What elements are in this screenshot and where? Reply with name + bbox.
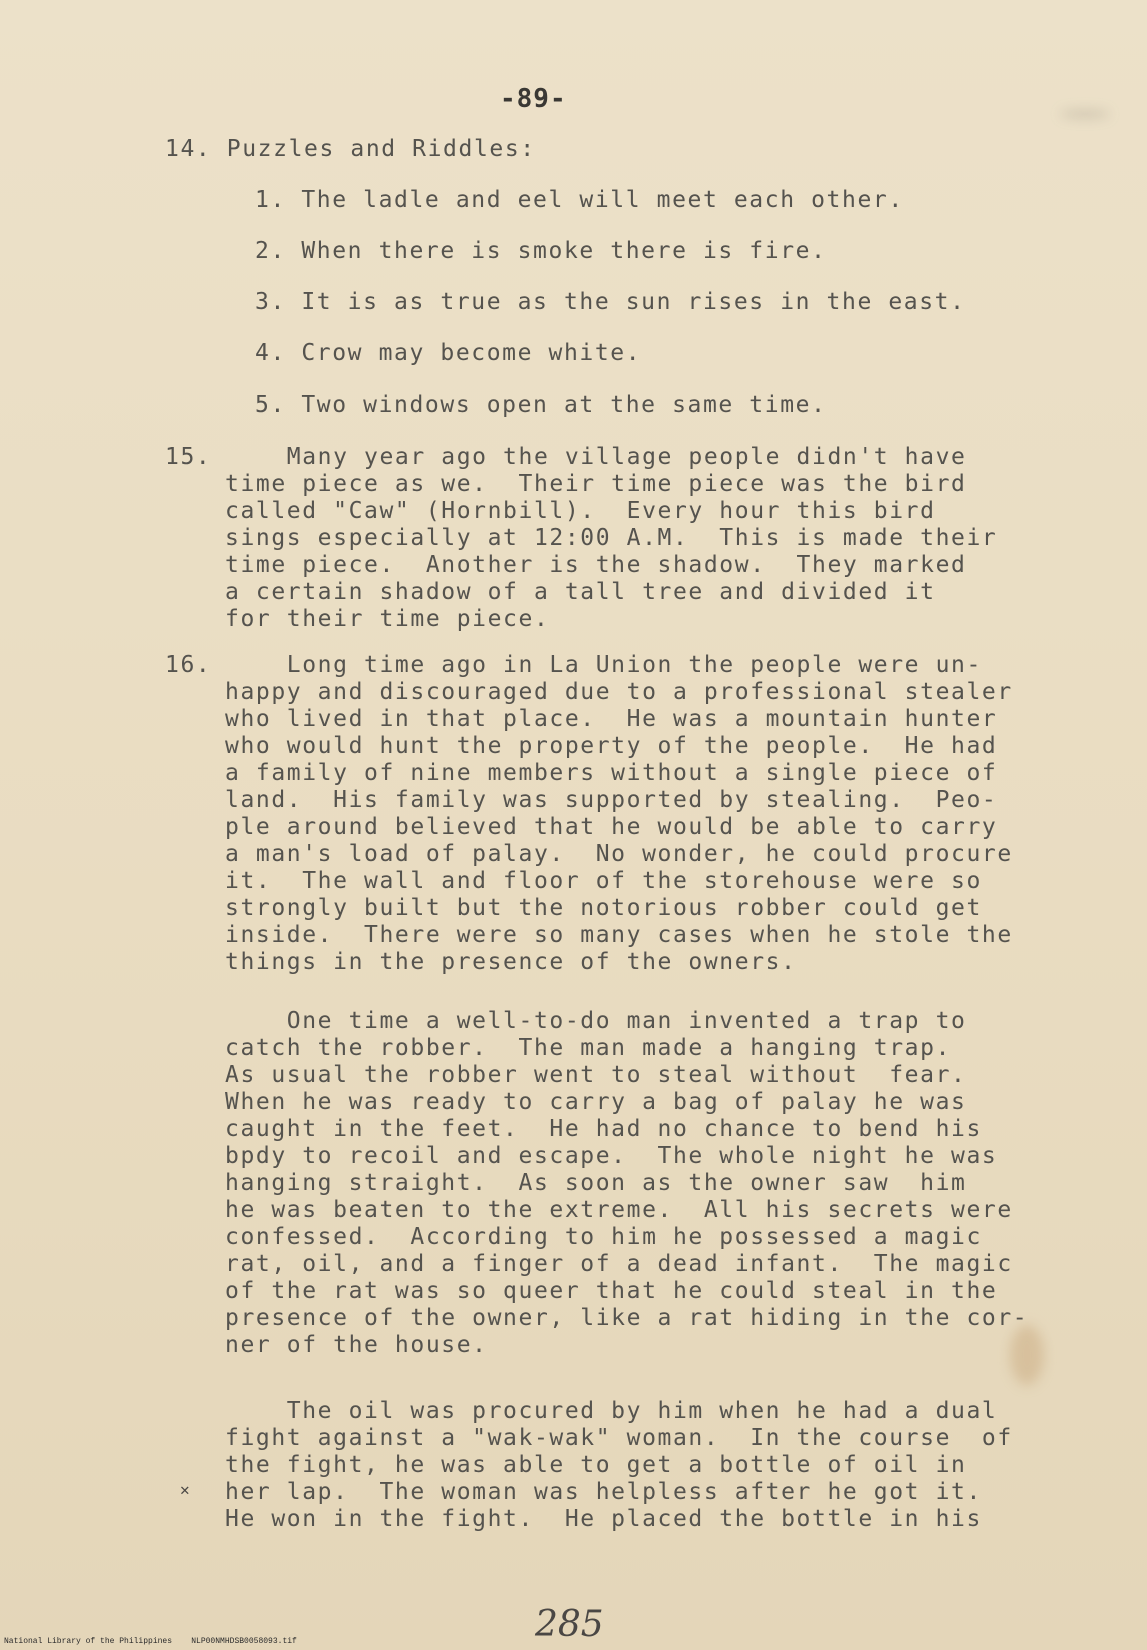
text-line: a certain shadow of a tall tree and divided it	[225, 579, 936, 605]
page-number: -89-	[500, 84, 567, 114]
text-line: presence of the owner, like a rat hiding in the cor-	[225, 1305, 1029, 1331]
text-line: caught in the feet. He had no chance to bend his	[225, 1116, 982, 1142]
section-16-paragraph-3	[225, 1398, 1045, 1533]
text-line: confessed. According to him he possessed a magic	[225, 1224, 982, 1250]
text-line: the fight, he was able to get a bottle of oil in	[225, 1452, 967, 1478]
section-16-number: 16.	[165, 652, 212, 678]
text-line: ner of the house.	[225, 1332, 488, 1358]
text-line: fight against a "wak-wak" woman. In the course of	[225, 1425, 1013, 1451]
section-15-number: 15.	[165, 444, 212, 470]
text-line: Many year ago the village people didn't have	[225, 444, 967, 470]
text-line: a man's load of palay. No wonder, he could procure	[225, 841, 1013, 867]
text-line: hanging straight. As soon as the owner saw him	[225, 1170, 967, 1196]
text-line: One time a well-to-do man invented a trap to	[225, 1008, 967, 1034]
paper-mark	[1060, 110, 1110, 118]
margin-mark-icon: ✕	[180, 1480, 190, 1499]
text-line: bpdy to recoil and escape. The whole night he was	[225, 1143, 998, 1169]
text-line: When he was ready to carry a bag of palay he was	[225, 1089, 967, 1115]
section-15-paragraph	[225, 444, 1045, 633]
text-line: time piece as we. Their time piece was the bird	[225, 471, 967, 497]
section-16-paragraph-2	[225, 1008, 1045, 1359]
text-line: Long time ago in La Union the people were un-	[225, 652, 982, 678]
riddle-item: 4. Crow may become white.	[255, 340, 642, 366]
text-line: time piece. Another is the shadow. They marked	[225, 552, 967, 578]
text-line: happy and discouraged due to a professional stealer	[225, 679, 1013, 705]
text-line: for their time piece.	[225, 606, 550, 632]
text-line: a family of nine members without a single piece of	[225, 760, 998, 786]
text-line: who would hunt the property of the people. He had	[225, 733, 998, 759]
text-line: ple around believed that he would be able to carry	[225, 814, 998, 840]
text-line: sings especially at 12:00 A.M. This is made their	[225, 525, 998, 551]
text-line: things in the presence of the owners.	[225, 949, 797, 975]
riddle-item: 3. It is as true as the sun rises in the east.	[255, 289, 966, 315]
riddle-item: 5. Two windows open at the same time.	[255, 392, 827, 418]
riddle-item: 1. The ladle and eel will meet each other.	[255, 187, 904, 213]
text-line: called "Caw" (Hornbill). Every hour this bird	[225, 498, 936, 524]
text-line: who lived in that place. He was a mountain hunter	[225, 706, 998, 732]
text-line: of the rat was so queer that he could steal in the	[225, 1278, 998, 1304]
text-line: strongly built but the notorious robber could get	[225, 895, 982, 921]
handwritten-page-number: 285	[535, 1604, 604, 1645]
text-line: land. His family was supported by stealing. Peo-	[225, 787, 998, 813]
archive-footer: National Library of the Philippines NLP00NMHDSB0058093.tif	[4, 1637, 297, 1646]
section-16-paragraph-1	[225, 652, 1045, 976]
section-14-heading: 14. Puzzles and Riddles:	[165, 136, 536, 162]
text-line: he was beaten to the extreme. All his secrets were	[225, 1197, 1013, 1223]
text-line: it. The wall and floor of the storehouse were so	[225, 868, 982, 894]
text-line: The oil was procured by him when he had a dual	[225, 1398, 998, 1424]
text-line: catch the robber. The man made a hanging trap.	[225, 1035, 952, 1061]
text-line: inside. There were so many cases when he stole the	[225, 922, 1013, 948]
text-line: As usual the robber went to steal without fear.	[225, 1062, 967, 1088]
riddle-item: 2. When there is smoke there is fire.	[255, 238, 827, 264]
text-line: rat, oil, and a finger of a dead infant. The magic	[225, 1251, 1013, 1277]
text-line: her lap. The woman was helpless after he got it.	[225, 1479, 982, 1505]
text-line: He won in the fight. He placed the bottle in his	[225, 1506, 982, 1532]
